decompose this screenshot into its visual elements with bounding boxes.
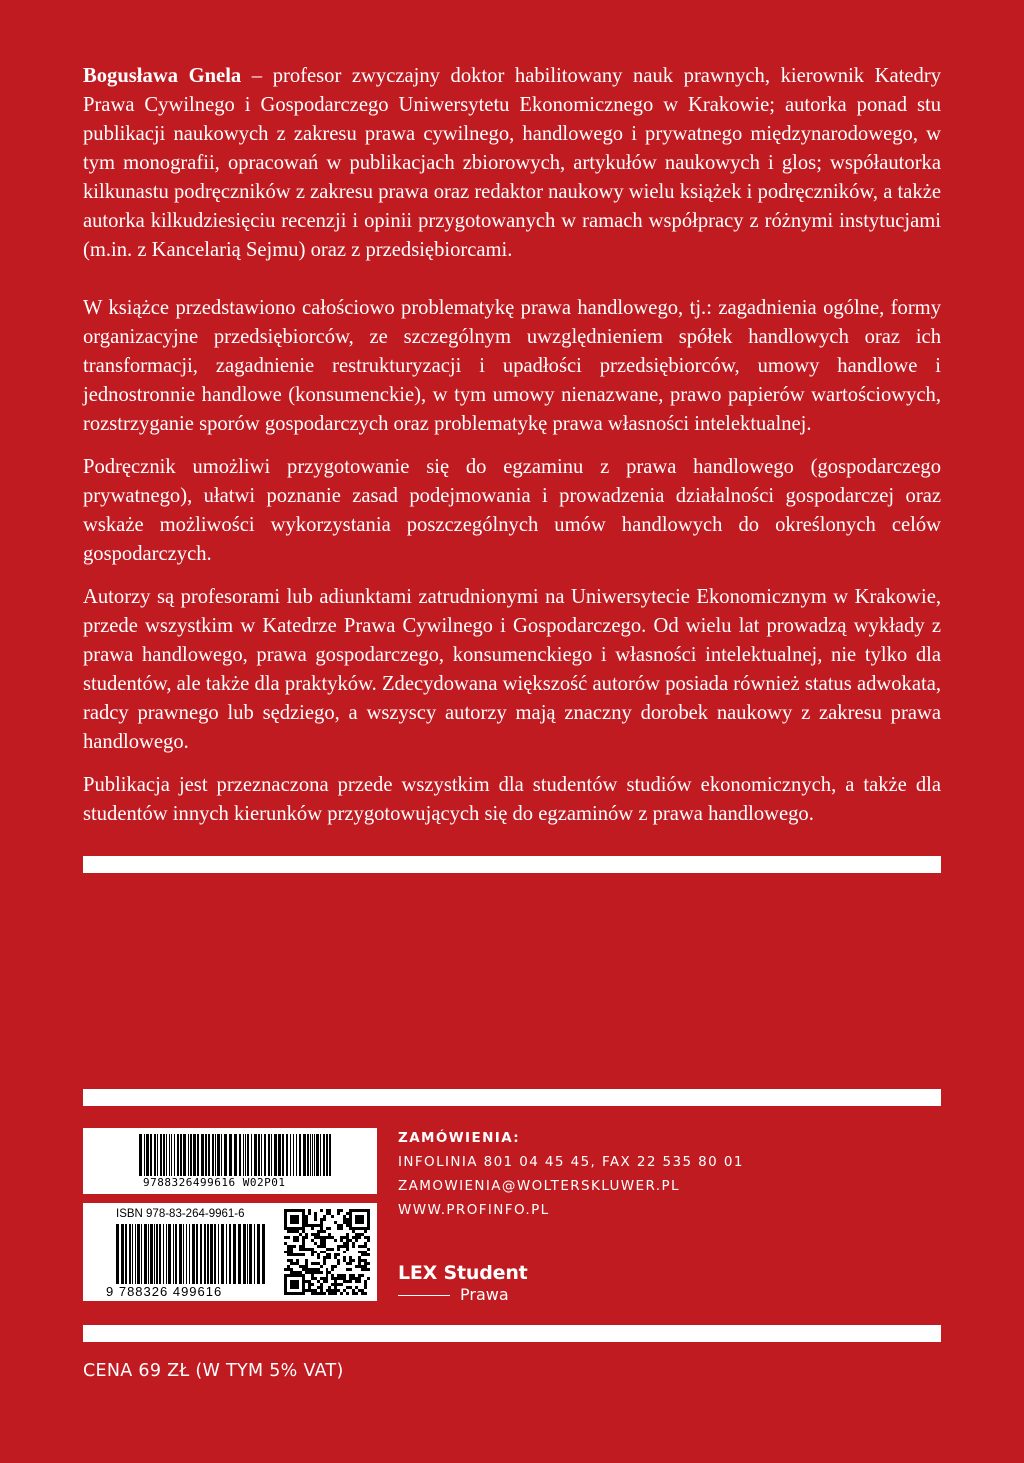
- barcode-bar: [163, 1224, 164, 1284]
- barcode-bar: [196, 1224, 198, 1284]
- barcode-bar: [204, 1224, 206, 1284]
- barcode-bar: [150, 1134, 152, 1176]
- barcode-bar: [233, 1224, 236, 1284]
- barcode-bar: [323, 1134, 325, 1176]
- barcode-bar: [274, 1134, 277, 1176]
- series-sub: Prawa: [460, 1285, 509, 1304]
- author-bio: [83, 62, 941, 265]
- barcode-bar: [215, 1134, 216, 1176]
- barcode-bar: [157, 1134, 158, 1176]
- barcode-bar: [254, 1134, 257, 1176]
- barcode-bar: [159, 1224, 161, 1284]
- barcode-bar: [129, 1224, 131, 1284]
- barcode-bar: [238, 1224, 241, 1284]
- barcode-bar: [171, 1134, 172, 1176]
- book-description-paragraph: Podręcznik umożliwi przygotowanie się do egzaminu z prawa handlowego (gospodarczego prywatnego), ułatwi poznanie zasad podejmowania i prowadzenia działalności gospodarczej oraz wskaże możliwości wykorzystania poszczególnych umów handlowych do określonych celów gospodarczych.: [83, 456, 941, 565]
- order-website: WWW.PROFINFO.PL: [398, 1202, 550, 1218]
- description-text: [83, 62, 941, 843]
- barcode-bar: [296, 1134, 297, 1176]
- barcode-bar: [148, 1224, 149, 1284]
- barcode-bar: [303, 1134, 306, 1176]
- barcode-bar: [218, 1224, 219, 1284]
- barcode-bar: [286, 1134, 288, 1176]
- barcode-bar: [121, 1224, 124, 1284]
- barcode-bar: [137, 1224, 140, 1284]
- divider-bar: [83, 1089, 941, 1106]
- barcode-bar: [207, 1224, 209, 1284]
- barcode-bar: [258, 1134, 260, 1176]
- barcode-bar: [166, 1224, 167, 1284]
- barcode-bar: [254, 1224, 255, 1284]
- barcode-bar: [329, 1134, 331, 1176]
- barcode-bar: [139, 1134, 142, 1176]
- barcode-bar: [249, 1224, 252, 1284]
- barcode-bar: [310, 1134, 311, 1176]
- order-phone: INFOLINIA 801 04 45 45, FAX 22 535 80 01: [398, 1154, 744, 1170]
- barcode-bar: [135, 1224, 136, 1284]
- barcode-bar: [174, 1134, 175, 1176]
- barcode-bar: [316, 1134, 319, 1176]
- barcode-bar: [189, 1224, 191, 1284]
- barcode-bar: [221, 1134, 222, 1176]
- author-name: Bogusława Gnela: [83, 65, 242, 87]
- barcode-small-code: 9788326499616 W02P01: [143, 1176, 286, 1189]
- barcode-bar: [141, 1224, 142, 1284]
- barcode-bar: [268, 1134, 270, 1176]
- barcode-bar: [226, 1224, 227, 1284]
- barcode-bar: [229, 1224, 231, 1284]
- barcode-bar: [188, 1134, 189, 1176]
- barcode-bar: [168, 1224, 171, 1284]
- barcode-bar: [150, 1224, 153, 1284]
- order-contact: [398, 1126, 744, 1222]
- barcode-bar: [257, 1224, 260, 1284]
- barcode-bar: [116, 1224, 119, 1284]
- barcode-bar: [183, 1224, 184, 1284]
- order-email: ZAMOWIENIA@WOLTERSKLUWER.PL: [398, 1178, 680, 1194]
- barcode-bar: [179, 1224, 182, 1284]
- barcode-bar: [299, 1134, 301, 1176]
- barcode-bar: [251, 1134, 252, 1176]
- barcode-bar: [156, 1224, 159, 1284]
- barcode-bar: [169, 1134, 170, 1176]
- series-logo: [398, 1262, 528, 1304]
- barcode-bar: [247, 1224, 249, 1284]
- barcode-bar: [125, 1224, 128, 1284]
- barcode-bar: [180, 1134, 182, 1176]
- barcode-bar: [201, 1134, 204, 1176]
- barcode-bar: [247, 1134, 249, 1176]
- barcode-bar: [221, 1224, 224, 1284]
- barcode-bar: [293, 1134, 294, 1176]
- barcode-bar: [205, 1134, 207, 1176]
- barcode-bar: [144, 1134, 145, 1176]
- barcode-bar: [166, 1134, 167, 1176]
- barcode-bar: [193, 1134, 196, 1176]
- barcode-bar: [200, 1224, 202, 1284]
- barcode-bar: [212, 1134, 214, 1176]
- isbn-barcode: [83, 1203, 377, 1301]
- barcode-bar: [261, 1134, 262, 1176]
- barcode-bar: [197, 1134, 199, 1176]
- barcode-bar: [214, 1224, 217, 1284]
- barcode-bar: [190, 1134, 192, 1176]
- book-description-paragraph: Autorzy są profesorami lub adiunktami zatrudnionymi na Uniwersytecie Ekonomicznym w Krakowie, przede wszystkim w Katedrze Prawa Cywilnego i Gospodarczego. Od wielu lat prowadzą wykłady z prawa handlowego, prawa gospodarczego, konsumenckiego i własności intelektualnej, nie tylko dla studentów, ale także dla praktyków. Zdecydowana większość autorów posiada również status adwokata, radcy prawnego lub sędziego, a wszyscy autorzy mają znaczny dorobek naukowy z zakresu prawa handlowego.: [83, 586, 941, 753]
- barcode-bar: [234, 1134, 237, 1176]
- barcode-bar: [320, 1134, 321, 1176]
- price-label: CENA 69 ZŁ (W TYM 5% VAT): [83, 1361, 344, 1381]
- book-description-paragraph: W książce przedstawiono całościowo problematykę prawa handlowego, tj.: zagadnienia ogólne, formy organizacyjne przedsiębiorców, ze szczególnym uwzględnieniem spółek handlowych oraz ich transformacji, zagadnienie restrukturyzacji i upadłości przedsiębiorców, umowy handlowe i jednostronnie handlowe (konsumenckie), w tym umowy nienazwane, prawo papierów wartościowych, rozstrzyganie sporów gospodarczych oraz problematykę prawa własności intelektualnej.: [83, 297, 941, 435]
- barcode-bar: [326, 1134, 328, 1176]
- barcode-bar: [243, 1224, 246, 1284]
- barcode-bar: [224, 1134, 227, 1176]
- barcode-bar: [177, 1134, 179, 1176]
- barcode-bar: [239, 1134, 241, 1176]
- divider-bar: [83, 1325, 941, 1342]
- barcode-bar: [243, 1134, 244, 1176]
- barcode-bar: [282, 1134, 284, 1176]
- barcode-bar: [264, 1134, 266, 1176]
- author-bio-text: – profesor zwyczajny doktor habilitowany nauk prawnych, kierownik Katedry Prawa Cywilnego i Gospodarczego Uniwersytetu Ekonomicznego w Krakowie; autorka ponad stu publikacji naukowych z zakresu prawa cywilnego, handlowego i prywatnego międzynarodowego, w tym monografii, opracowań w publikacjach zbiorowych, artykułów naukowych i glos; współautorka kilkunastu podręczników z zakresu prawa oraz redaktor naukowy wielu książek i podręczników, a także autorka kilkudziesięciu recenzji i opinii przygotowanych w ramach współpracy z różnymi instytucjami (m.in. z Kancelarią Sejmu) oraz z przedsiębiorcami.: [83, 65, 942, 261]
- barcode-bar: [160, 1134, 162, 1176]
- barcode-bar: [245, 1134, 246, 1176]
- ean-number: 9 788326 499616: [106, 1284, 223, 1299]
- barcode-bar: [183, 1134, 186, 1176]
- barcode-bar: [278, 1134, 281, 1176]
- barcode-bar: [154, 1134, 156, 1176]
- barcode-bar: [312, 1134, 313, 1176]
- barcode-bar: [173, 1224, 174, 1284]
- barcode-bar: [210, 1224, 213, 1284]
- barcode-bar: [208, 1134, 210, 1176]
- internal-barcode: [83, 1128, 377, 1194]
- qr-code: [284, 1209, 370, 1295]
- barcode-bar: [262, 1224, 265, 1284]
- barcode-bar: [154, 1224, 155, 1284]
- divider-bar: [83, 856, 941, 873]
- series-name: LEX Student: [398, 1262, 528, 1284]
- series-rule: [398, 1295, 450, 1296]
- book-description-paragraph: Publikacja jest przeznaczona przede wszystkim dla studentów studiów ekonomicznych, a także dla studentów innych kierunków przygotowujących się do egzaminów z prawa handlowego.: [83, 774, 941, 825]
- barcode-bar: [146, 1134, 149, 1176]
- barcode-bar: [314, 1134, 315, 1176]
- barcode-bar: [163, 1134, 165, 1176]
- barcode-bar: [290, 1134, 291, 1176]
- barcode-bar: [186, 1224, 187, 1284]
- qr-module: [367, 1292, 370, 1295]
- barcode-bar: [271, 1134, 272, 1176]
- isbn-barcode-lines: [116, 1224, 266, 1284]
- barcode-small-lines: [139, 1134, 347, 1176]
- barcode-bar: [217, 1134, 220, 1176]
- barcode-bar: [175, 1224, 177, 1284]
- barcode-bar: [192, 1224, 195, 1284]
- order-heading: ZAMÓWIENIA:: [398, 1130, 521, 1146]
- barcode-bar: [132, 1224, 133, 1284]
- barcode-bar: [229, 1134, 232, 1176]
- isbn-text: ISBN 978-83-264-9961-6: [116, 1208, 245, 1220]
- barcode-bar: [307, 1134, 309, 1176]
- barcode-bar: [144, 1224, 147, 1284]
